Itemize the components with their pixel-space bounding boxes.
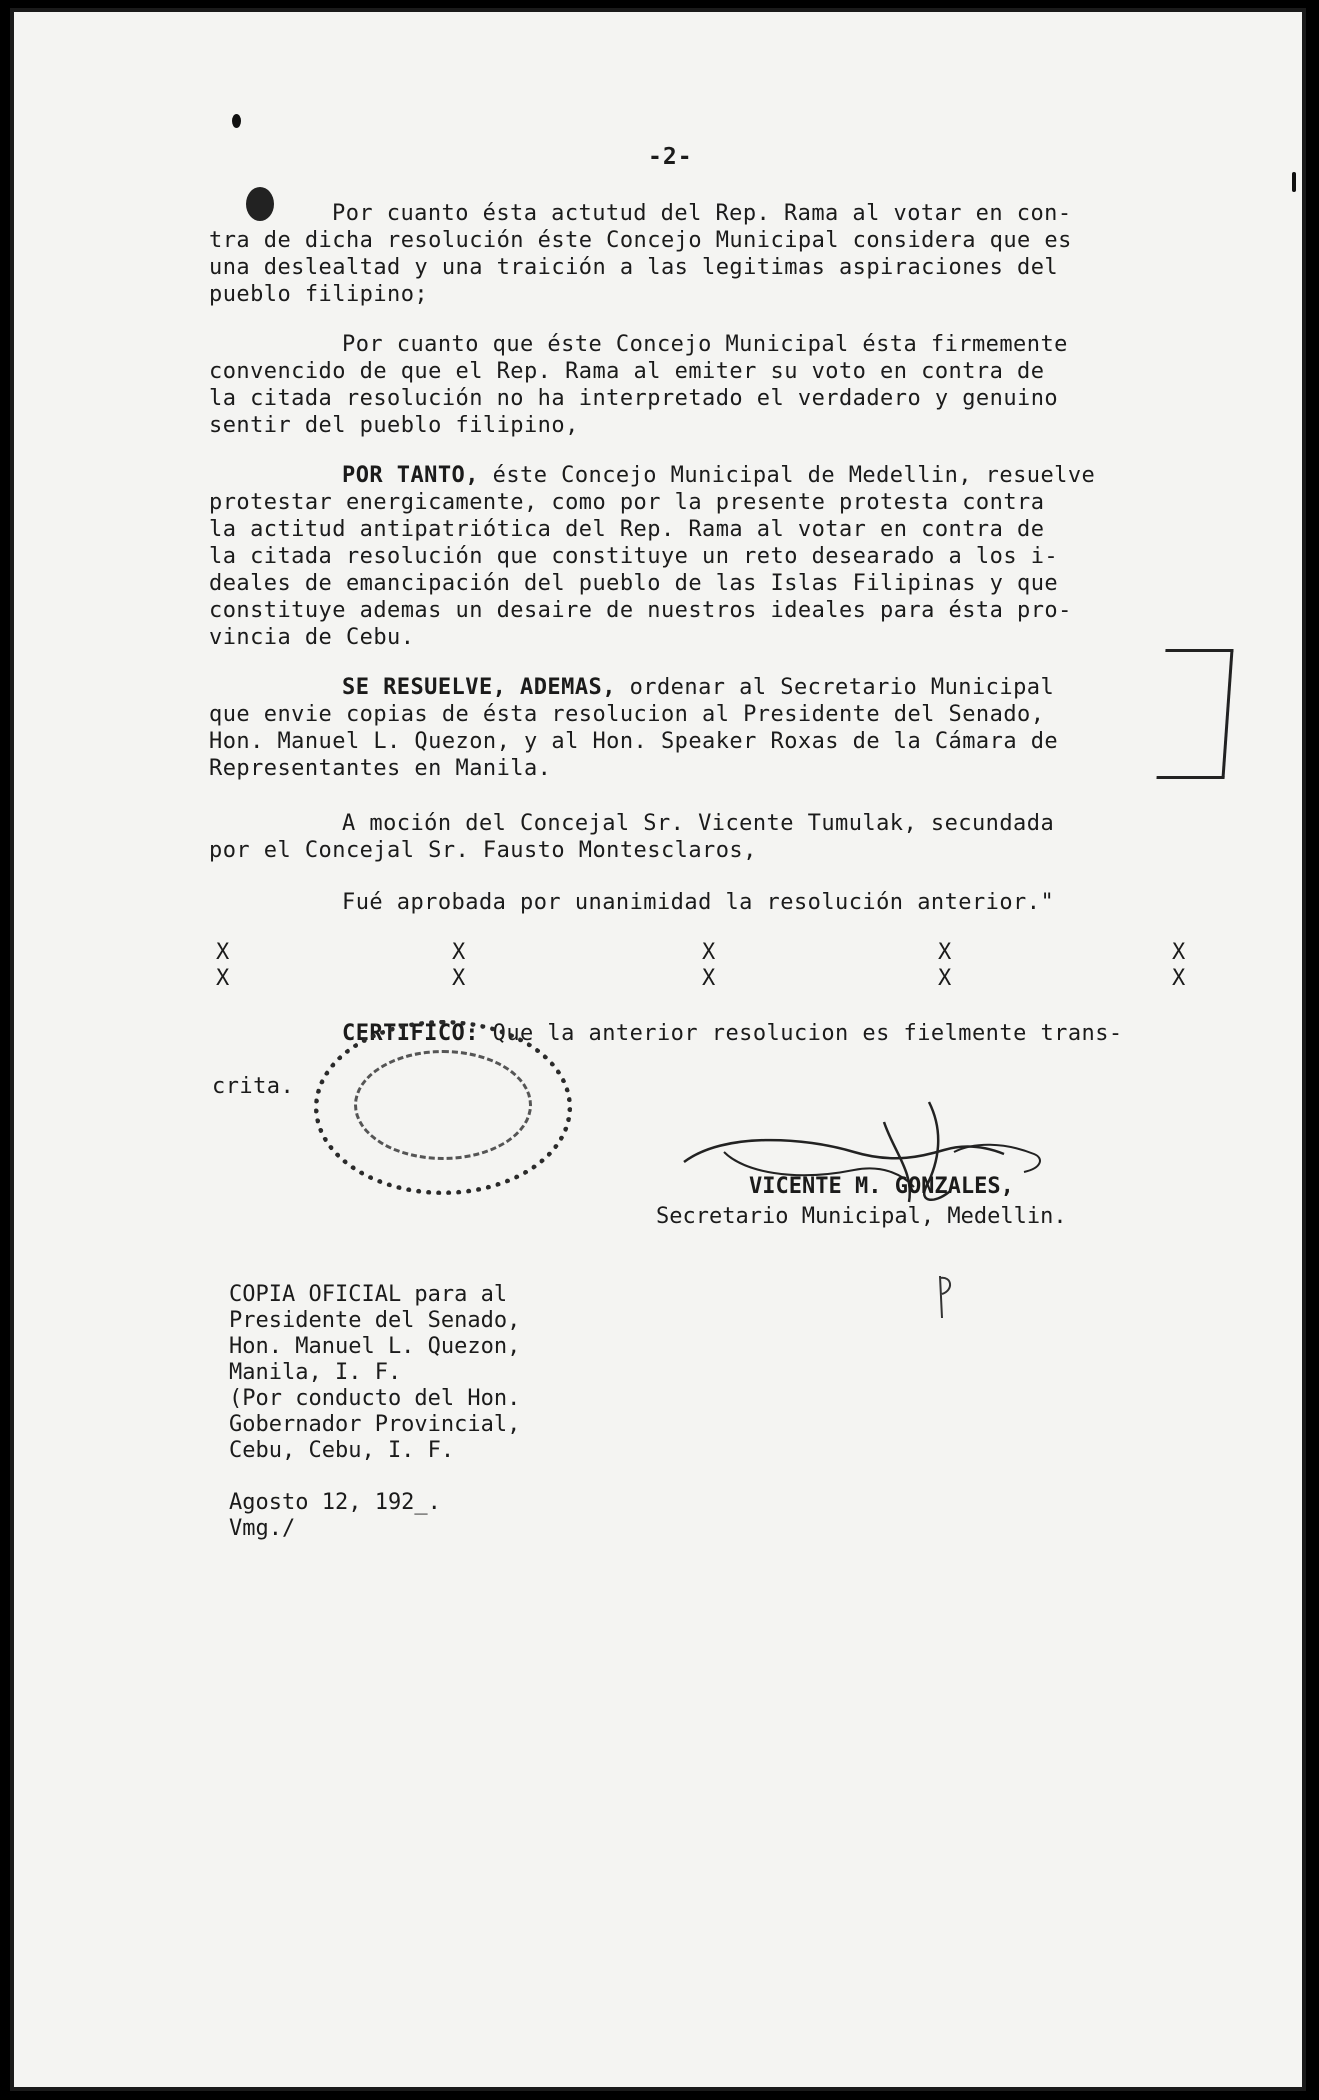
- x-mark: X: [702, 940, 716, 965]
- page-number: -2-: [648, 144, 693, 170]
- signatory-name: VICENTE M. GONZALES,: [749, 1174, 1014, 1199]
- signatory-title: Secretario Municipal, Medellin.: [656, 1204, 1067, 1229]
- copy-line: COPIA OFICIAL para al: [229, 1282, 508, 1307]
- text-line: [342, 677, 1054, 699]
- text-line: vincia de Cebu.: [209, 625, 415, 650]
- handwritten-signature: [664, 1092, 1064, 1222]
- copy-line: Gobernador Provincial,: [229, 1412, 521, 1437]
- typist-initials: Vmg./: [229, 1516, 296, 1541]
- ink-spot: [1292, 172, 1296, 192]
- x-mark: X: [452, 966, 466, 991]
- text-line-body: éste Concejo Municipal de Medellin, resuelve: [478, 463, 1096, 488]
- x-mark: X: [938, 940, 952, 965]
- text-line: tra de dicha resolución éste Concejo Municipal considera que es: [209, 228, 1072, 253]
- copy-line: Presidente del Senado,: [229, 1308, 521, 1333]
- x-mark: X: [216, 940, 230, 965]
- text-line: deales de emancipación del pueblo de las Islas Filipinas y que: [209, 571, 1059, 596]
- text-line-body: ordenar al Secretario Municipal: [615, 675, 1055, 700]
- x-mark: X: [216, 966, 230, 991]
- document-page: [10, 8, 1306, 2091]
- margin-bracket: [1156, 649, 1233, 779]
- ink-spot: [246, 187, 274, 221]
- x-mark: X: [452, 940, 466, 965]
- ink-spot: [232, 114, 241, 128]
- text-line: Representantes en Manila.: [209, 756, 552, 781]
- certification-lead: CERTIFICO:: [342, 1021, 479, 1046]
- text-line: A moción del Concejal Sr. Vicente Tumulak, secundada: [342, 811, 1055, 836]
- date-line: Agosto 12, 192_.: [229, 1490, 441, 1515]
- text-line: Hon. Manuel L. Quezon, y al Hon. Speaker Roxas de la Cámara de: [209, 729, 1059, 754]
- text-line: Fué aprobada por unanimidad la resolución anterior.": [342, 890, 1055, 915]
- x-mark: X: [1172, 966, 1186, 991]
- text-line: por el Concejal Sr. Fausto Montesclaros,: [209, 838, 757, 863]
- text-line: Por cuanto que éste Concejo Municipal ésta firmemente: [342, 332, 1068, 357]
- resolution-lead: POR TANTO,: [342, 463, 479, 488]
- text-line: la citada resolución que constituye un reto desearado a los i-: [209, 544, 1059, 569]
- certification-text: Que la anterior resolucion es fielmente trans-: [478, 1021, 1123, 1046]
- x-mark: X: [702, 966, 716, 991]
- certification-line: crita.: [212, 1074, 295, 1099]
- text-line: la actitud antipatriótica del Rep. Rama al votar en contra de: [209, 517, 1045, 542]
- text-line: constituye ademas un desaire de nuestros ideales para ésta pro-: [209, 598, 1072, 623]
- copy-line: (Por conducto del Hon.: [229, 1386, 521, 1411]
- copy-line: Manila, I. F.: [229, 1360, 402, 1385]
- text-line: la citada resolución no ha interpretado el verdadero y genuino: [209, 386, 1059, 411]
- resolution-lead: SE RESUELVE, ADEMAS,: [342, 675, 616, 700]
- text-line: sentir del pueblo filipino,: [209, 413, 579, 438]
- handwritten-initial: [936, 1274, 956, 1320]
- text-line: [342, 465, 1095, 487]
- text-line: Por cuanto ésta actutud del Rep. Rama al votar en con-: [332, 201, 1072, 226]
- text-line: protestar energicamente, como por la presente protesta contra: [209, 490, 1045, 515]
- text-line: que envie copias de ésta resolucion al Presidente del Senado,: [209, 702, 1045, 727]
- text-line: pueblo filipino;: [209, 282, 429, 307]
- x-mark: X: [938, 966, 952, 991]
- text-line: convencido de que el Rep. Rama al emiter su voto en contra de: [209, 359, 1045, 384]
- copy-line: Hon. Manuel L. Quezon,: [229, 1334, 521, 1359]
- municipal-seal-inner: [354, 1050, 532, 1160]
- copy-line: Cebu, Cebu, I. F.: [229, 1438, 455, 1463]
- text-line: una deslealtad y una traición a las legitimas aspiraciones del: [209, 255, 1059, 280]
- x-mark: X: [1172, 940, 1186, 965]
